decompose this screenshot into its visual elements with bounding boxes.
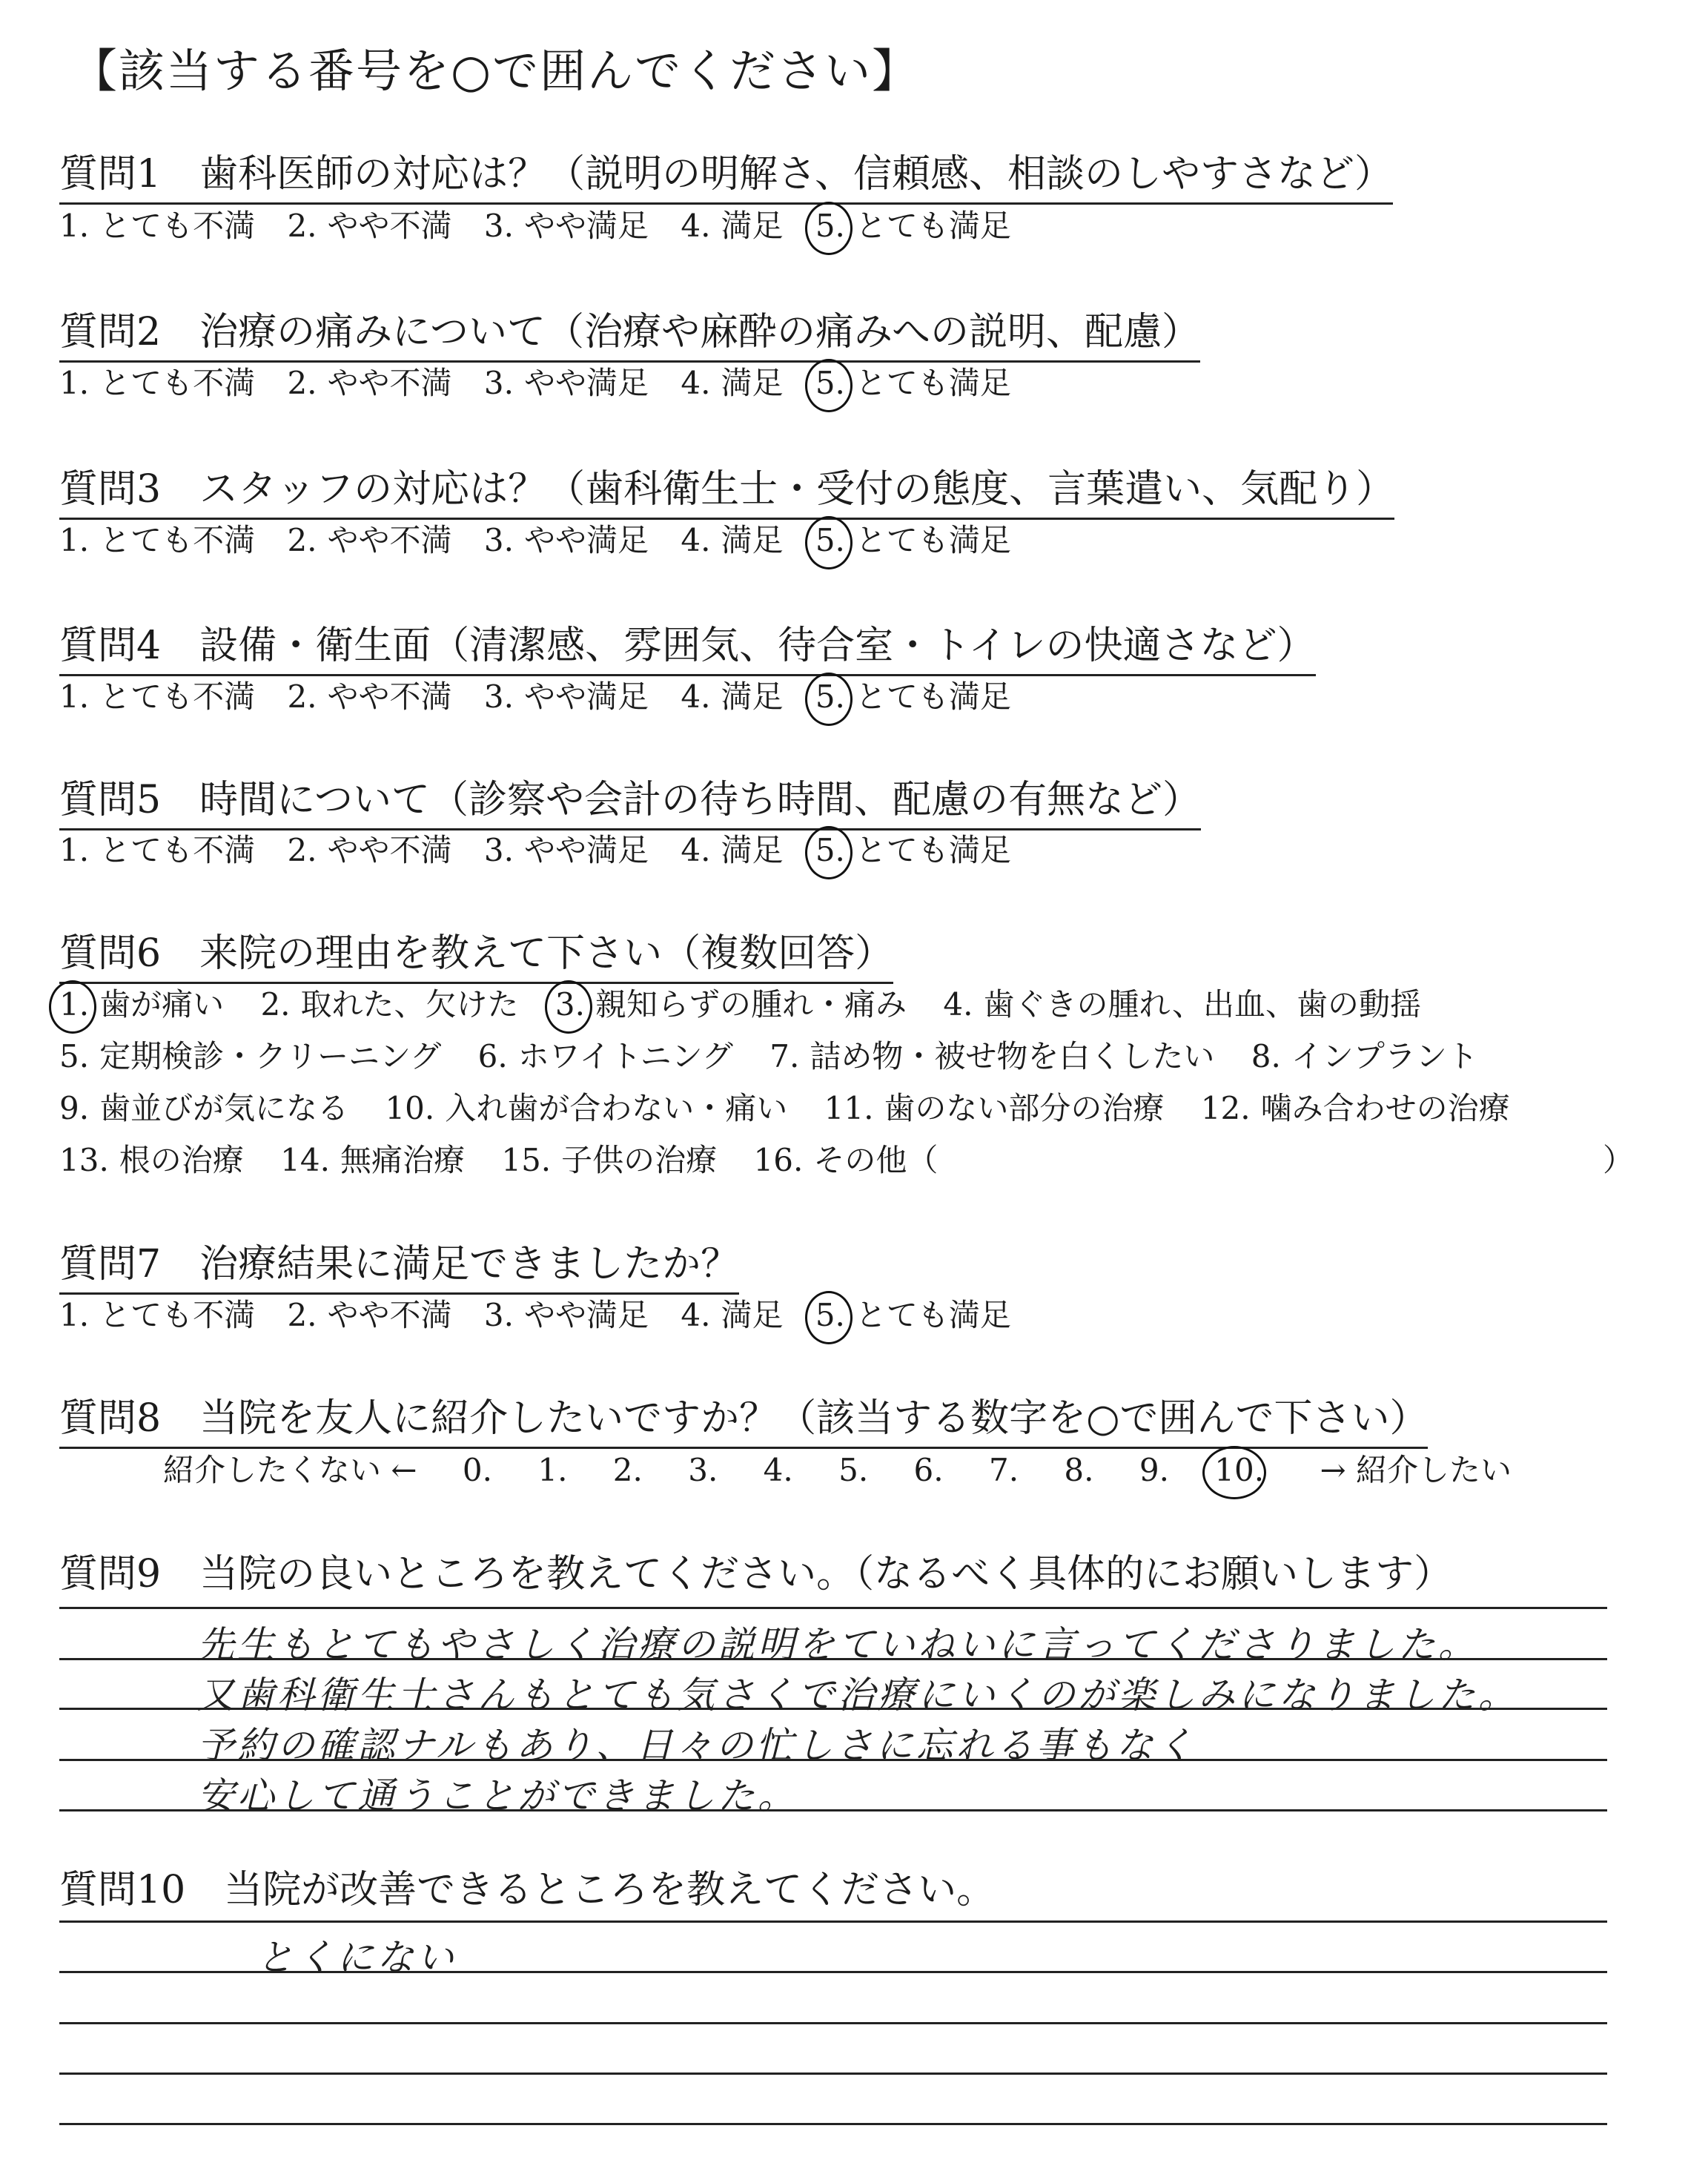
reason-15[interactable]: 15. 子供の治療 xyxy=(501,1142,718,1178)
reason-9[interactable]: 9. 歯並びが気になる xyxy=(59,1090,349,1126)
option-2[interactable]: 2. やや不満 xyxy=(287,208,452,244)
question-9-title: 質問9 当院の良いところを教えてください。（なるべく具体的にお願いします） xyxy=(59,1552,1453,1596)
reason-10[interactable]: 10. 入れ歯が合わない・痛い xyxy=(385,1090,788,1126)
question-1-options xyxy=(59,202,1033,246)
reason-14[interactable]: 14. 無痛治療 xyxy=(280,1142,465,1178)
question-1-title: 質問1 歯科医師の対応は？（説明の明解さ、信頼感、相談のしやすさなど） xyxy=(59,142,1393,205)
option-3[interactable]: 3. やや満足 xyxy=(483,832,649,868)
question-6-line-2 xyxy=(59,1032,1505,1077)
question-7-title: 質問7 治療結果に満足できましたか？ xyxy=(59,1232,739,1295)
question-5-options xyxy=(59,826,1033,871)
reason-7[interactable]: 7. 詰め物・被せ物を白くしたい xyxy=(769,1038,1215,1074)
scale-10-selected[interactable]: 10. xyxy=(1214,1452,1265,1488)
option-4[interactable]: 4. 満足 xyxy=(681,1297,784,1333)
option-5-selected[interactable]: 5. とても満足 xyxy=(815,832,1011,868)
scale-3[interactable]: 3. xyxy=(688,1452,718,1488)
option-3[interactable]: 3. やや満足 xyxy=(483,208,649,244)
scale-4[interactable]: 4. xyxy=(763,1452,793,1488)
scale-8[interactable]: 8. xyxy=(1064,1452,1094,1488)
scale-2[interactable]: 2. xyxy=(612,1452,643,1488)
other-close-paren: ） xyxy=(1603,1142,1635,1178)
option-5-selected[interactable]: 5. とても満足 xyxy=(815,1297,1011,1333)
scale-7[interactable]: 7. xyxy=(988,1452,1019,1488)
option-3[interactable]: 3. やや満足 xyxy=(483,1297,649,1333)
option-1[interactable]: 1. とても不満 xyxy=(59,678,256,715)
answer-line xyxy=(59,2073,1607,2075)
answer-line xyxy=(59,2022,1607,2024)
scale-0[interactable]: 0. xyxy=(462,1452,492,1488)
option-1[interactable]: 1. とても不満 xyxy=(59,365,256,401)
reason-6[interactable]: 6. ホワイトニング xyxy=(477,1038,733,1074)
option-2[interactable]: 2. やや不満 xyxy=(287,1297,452,1333)
reason-13[interactable]: 13. 根の治療 xyxy=(59,1142,244,1178)
question-3-options xyxy=(59,516,1033,561)
q9-answer-line-3: 予約の確認ナルもあり、日々の忙しさに忘れる事もなく xyxy=(197,1724,1196,1767)
question-2-title: 質問2 治療の痛みについて（治療や麻酔の痛みへの説明、配慮） xyxy=(59,300,1200,363)
option-5-selected[interactable]: 5. とても満足 xyxy=(815,208,1011,244)
instruction-header: 【該当する番号を○で囲んでください】 xyxy=(71,44,920,98)
reason-8[interactable]: 8. インプラント xyxy=(1251,1038,1478,1074)
answer-line xyxy=(59,1920,1607,1923)
option-5-selected[interactable]: 5. とても満足 xyxy=(815,522,1011,558)
option-5-selected[interactable]: 5. とても満足 xyxy=(815,678,1011,715)
scale-5[interactable]: 5. xyxy=(838,1452,869,1488)
reason-1-selected[interactable]: 1. 歯が痛い xyxy=(59,986,225,1023)
recommend-scale xyxy=(163,1446,1547,1490)
q10-answer-line-1: とくにない xyxy=(256,1936,457,1979)
option-3[interactable]: 3. やや満足 xyxy=(483,522,649,558)
scale-right-label: → 紹介したい xyxy=(1320,1452,1512,1488)
question-8-title: 質問8 当院を友人に紹介したいですか？（該当する数字を○で囲んで下さい） xyxy=(59,1387,1428,1449)
question-3-title: 質問3 スタッフの対応は？（歯科衛生士・受付の態度、言葉遣い、気配り） xyxy=(59,458,1394,520)
question-6-title: 質問6 来院の理由を教えて下さい（複数回答） xyxy=(59,922,893,984)
scale-6[interactable]: 6. xyxy=(913,1452,944,1488)
question-5-title: 質問5 時間について（診察や会計の待ち時間、配慮の有無など） xyxy=(59,768,1201,830)
reason-16[interactable]: 16. その他（ xyxy=(753,1142,939,1178)
option-2[interactable]: 2. やや不満 xyxy=(287,522,452,558)
reason-2[interactable]: 2. 取れた、欠けた xyxy=(260,986,519,1023)
reason-11[interactable]: 11. 歯のない部分の治療 xyxy=(824,1090,1165,1126)
option-1[interactable]: 1. とても不満 xyxy=(59,832,256,868)
question-6-line-3 xyxy=(59,1084,1537,1129)
reason-12[interactable]: 12. 噛み合わせの治療 xyxy=(1200,1090,1510,1126)
q9-answer-line-4: 安心して通うことができました。 xyxy=(197,1774,798,1817)
reason-3-selected[interactable]: 3. 親知らずの腫れ・痛み xyxy=(555,986,907,1023)
option-1[interactable]: 1. とても不満 xyxy=(59,522,256,558)
answer-line xyxy=(59,1607,1607,1609)
question-4-title: 質問4 設備・衛生面（清潔感、雰囲気、待合室・トイレの快適さなど） xyxy=(59,614,1316,676)
q9-answer-line-2: 又歯科衛生士さんもとても気さくで治療にいくのが楽しみになりました。 xyxy=(197,1674,1518,1717)
answer-line xyxy=(59,2123,1607,2125)
question-6-line-1 xyxy=(59,980,1448,1025)
scale-left-label: 紹介したくない ← xyxy=(163,1452,417,1488)
option-4[interactable]: 4. 満足 xyxy=(681,522,784,558)
reason-5[interactable]: 5. 定期検診・クリーニング xyxy=(59,1038,442,1074)
option-4[interactable]: 4. 満足 xyxy=(681,208,784,244)
question-6-line-4 xyxy=(59,1136,964,1180)
option-3[interactable]: 3. やや満足 xyxy=(483,678,649,715)
option-1[interactable]: 1. とても不満 xyxy=(59,1297,256,1333)
reason-4[interactable]: 4. 歯ぐきの腫れ、出血、歯の動揺 xyxy=(943,986,1421,1023)
scale-9[interactable]: 9. xyxy=(1139,1452,1169,1488)
question-4-options xyxy=(59,673,1033,717)
option-4[interactable]: 4. 満足 xyxy=(681,678,784,715)
option-4[interactable]: 4. 満足 xyxy=(681,832,784,868)
option-3[interactable]: 3. やや満足 xyxy=(483,365,649,401)
question-2-options xyxy=(59,359,1033,403)
option-1[interactable]: 1. とても不満 xyxy=(59,208,256,244)
scale-1[interactable]: 1. xyxy=(537,1452,568,1488)
question-7-options xyxy=(59,1291,1033,1335)
option-2[interactable]: 2. やや不満 xyxy=(287,365,452,401)
q9-answer-line-1: 先生もとてもやさしく治療の説明をていねいに言ってくださりました。 xyxy=(197,1623,1478,1666)
option-5-selected[interactable]: 5. とても満足 xyxy=(815,365,1011,401)
option-4[interactable]: 4. 満足 xyxy=(681,365,784,401)
option-2[interactable]: 2. やや不満 xyxy=(287,678,452,715)
option-2[interactable]: 2. やや不満 xyxy=(287,832,452,868)
question-10-title: 質問10 当院が改善できるところを教えてください。 xyxy=(59,1868,996,1912)
